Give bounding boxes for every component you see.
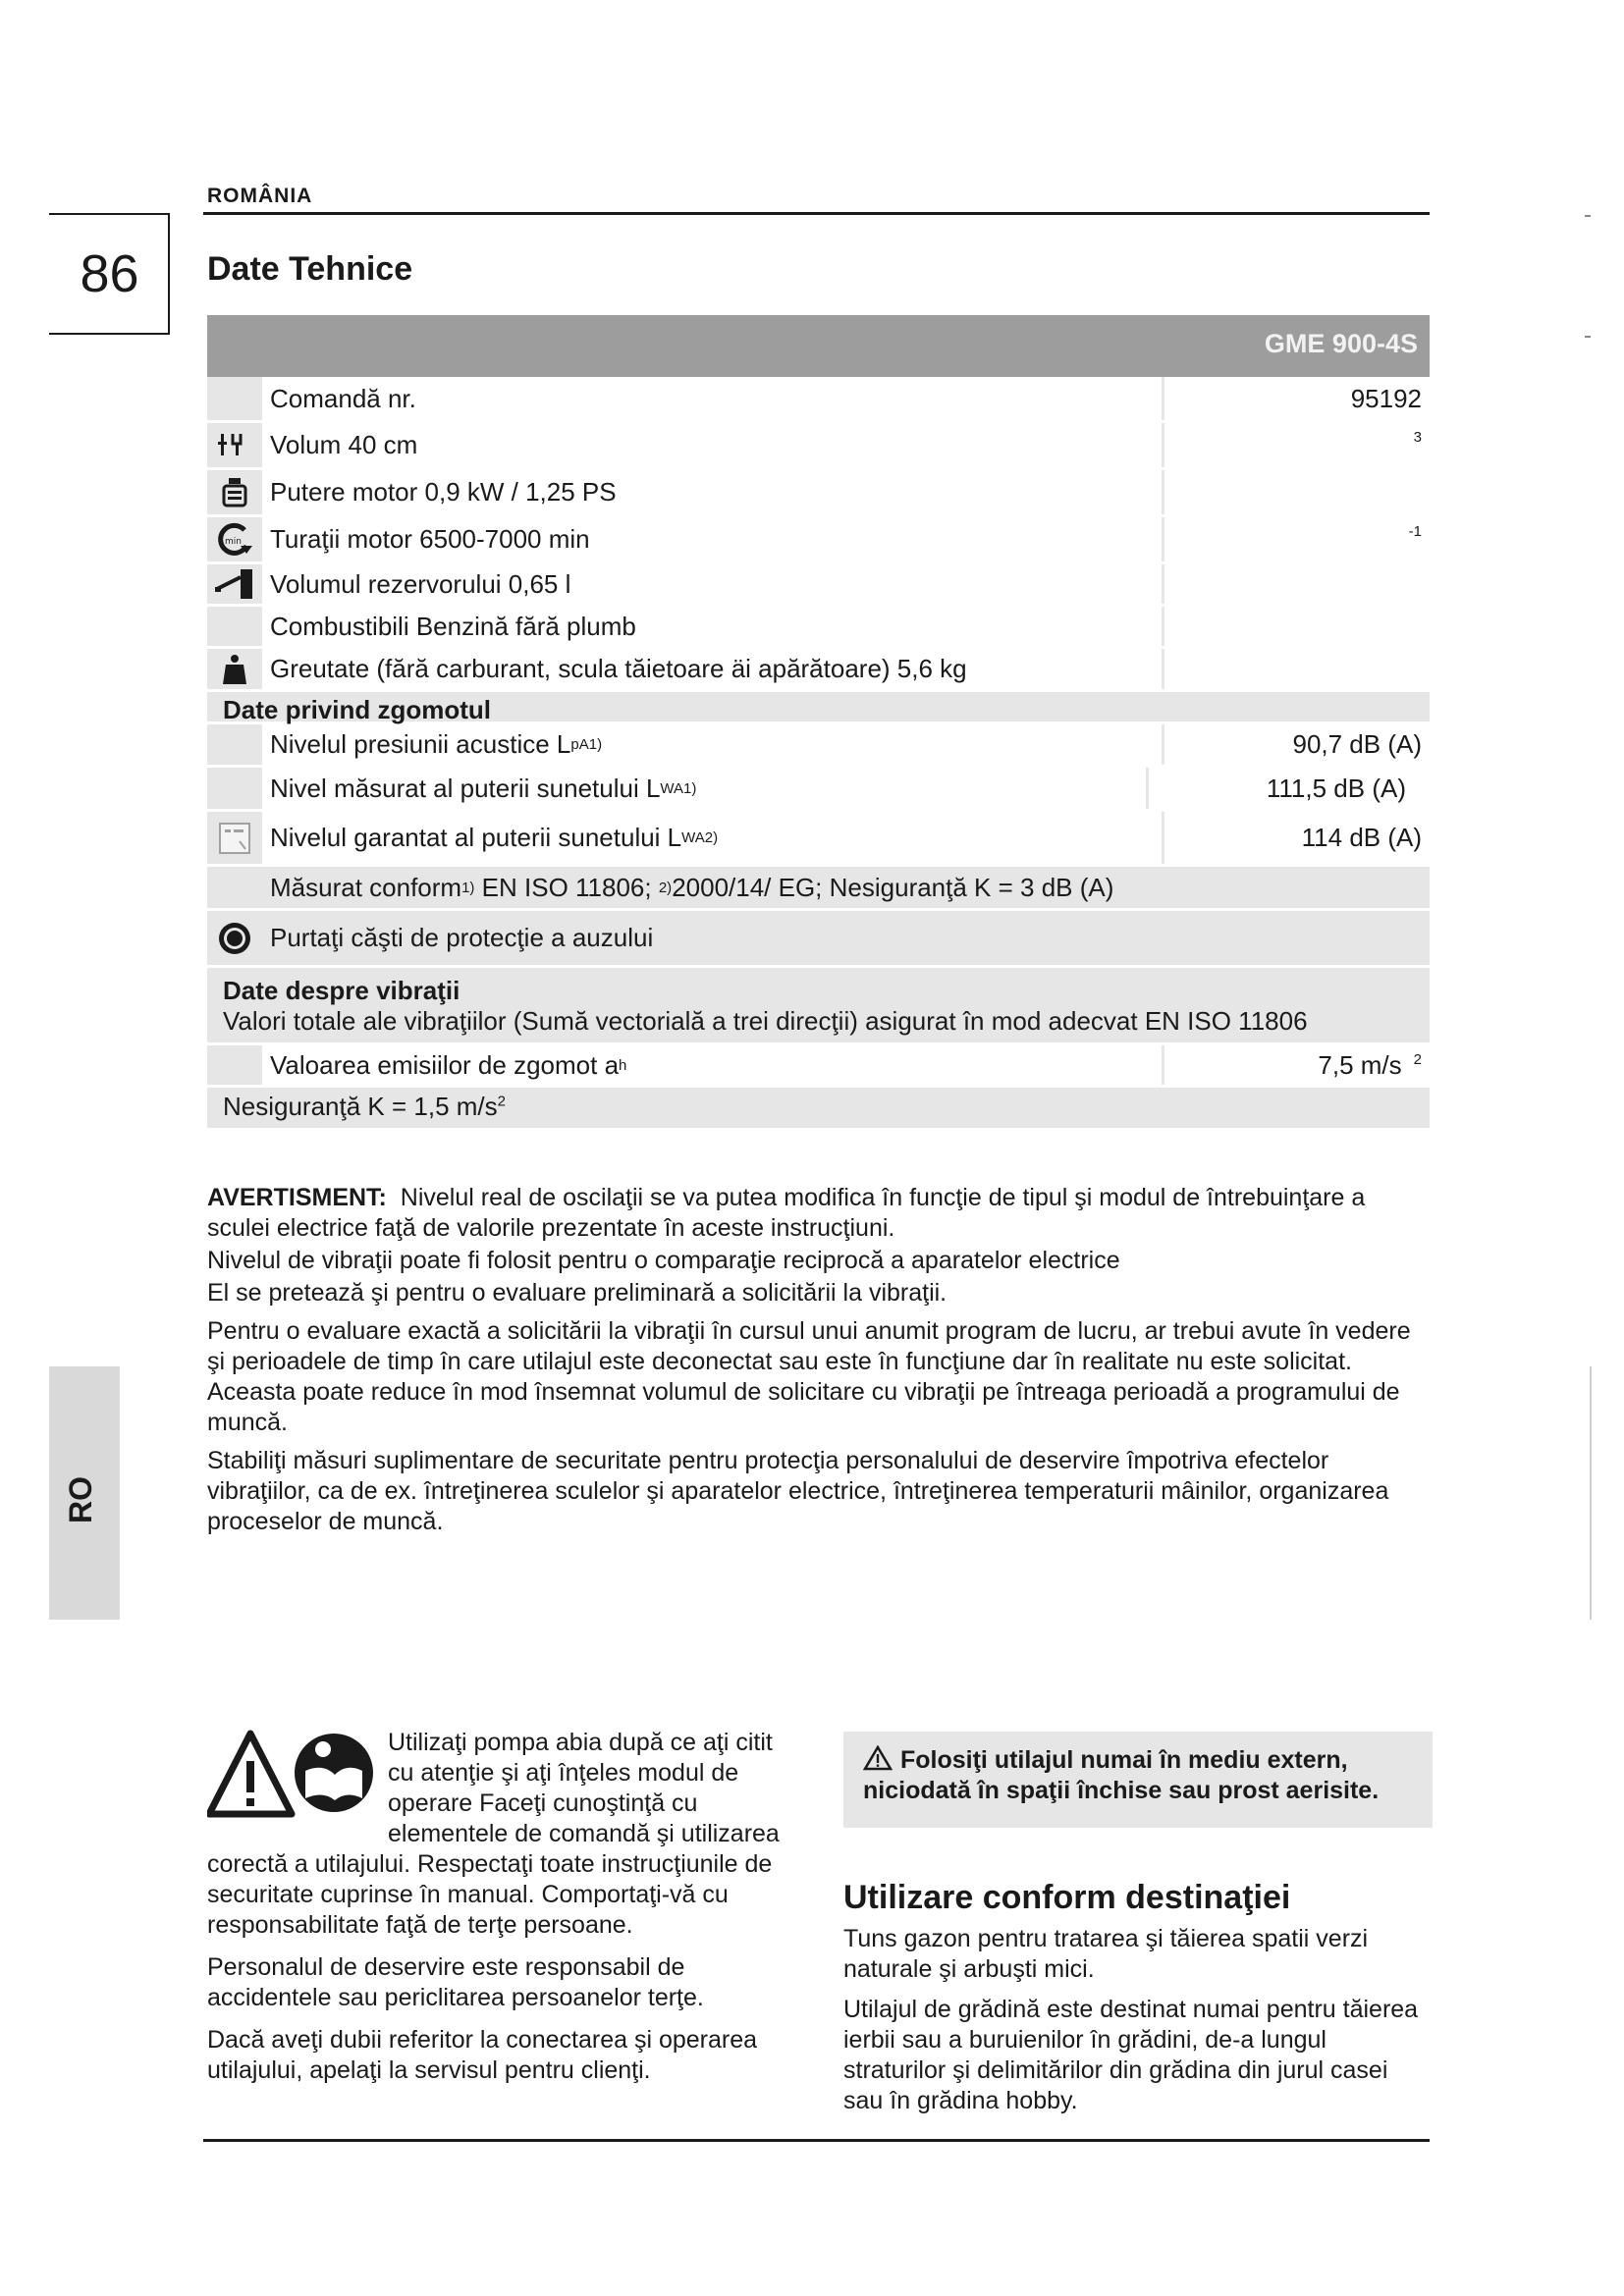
row-label: Purtaţi căşti de protecţie a auzului xyxy=(262,911,1430,965)
measured-text: 2000/14/ EG; Nesiguranţă K = 3 dB (A) xyxy=(672,872,1114,902)
intended-use-title: Utilizare conform destinaţiei xyxy=(843,1879,1291,1916)
page-number: 86 xyxy=(80,244,139,303)
vibration-title: Date despre vibraţii xyxy=(223,976,460,1005)
notice-text: Folosiţi utilajul numai în mediu extern, niciodată în spaţii închise sau prost aerisite. xyxy=(863,1746,1380,1804)
table-row-order xyxy=(207,377,1430,423)
warning-paragraph xyxy=(207,1183,1430,1244)
header-country: ROMÂNIA xyxy=(207,185,313,207)
uncertainty-text: Nesiguranţă K = 1,5 m/s xyxy=(223,1092,498,1121)
table-row-sound-pressure xyxy=(207,724,1430,768)
row-label xyxy=(262,724,1162,765)
sound-power-label-icon xyxy=(207,812,262,864)
label-subscript: WA xyxy=(660,779,684,797)
value-superscript: 2 xyxy=(1413,1051,1422,1068)
safety-paragraph: Utilizaţi pompa abia după ce aţi citit cu atenţie şi aţi înţeles modul de operare Faceţi cunoştinţă cu elementele de comandă şi utilizarea corectă a utilajului. Respectaţi toate instrucţiunile de securitate cuprinse în manual. Comportaţi-vă cu responsabilitate faţă de terţe persoane. xyxy=(207,1729,780,1939)
value-superscript: -1 xyxy=(1408,523,1422,540)
row-value xyxy=(1164,1045,1430,1085)
displacement-icon xyxy=(207,423,262,467)
row-value: 111,5 dB (A) xyxy=(1149,768,1430,809)
warning-lead: AVERTISMENT: xyxy=(207,1184,387,1211)
notice-content xyxy=(863,1745,1413,1806)
row-label xyxy=(262,768,1146,809)
intended-use-text xyxy=(843,1924,1433,2122)
row-icon-blank xyxy=(207,768,262,809)
weight-icon xyxy=(207,649,262,689)
value-text: 7,5 m/s xyxy=(1318,1049,1402,1080)
row-value xyxy=(1164,470,1430,514)
row-value: 114 dB (A) xyxy=(1164,812,1430,864)
vibration-subtitle: Valori totale ale vibraţiilor (Sumă vectorială a trei direcţii) asigurat în mod adecvat EN ISO 11806 xyxy=(223,1006,1308,1036)
table-row-displacement xyxy=(207,423,1430,470)
crop-mark xyxy=(1585,215,1591,217)
row-value xyxy=(1164,607,1430,646)
row-icon-blank xyxy=(207,867,262,908)
uncertainty-row xyxy=(207,1088,1430,1128)
table-row-fuel xyxy=(207,607,1430,649)
row-value: 90,7 dB (A) xyxy=(1164,724,1430,765)
label-subscript: pA xyxy=(570,736,589,753)
ear-protection-icon xyxy=(207,911,262,965)
label-subscript: WA xyxy=(681,829,705,846)
warning-triangle-icon xyxy=(207,1728,376,1822)
row-value xyxy=(1164,649,1430,689)
row-icon-blank xyxy=(207,607,262,646)
language-code: RO xyxy=(63,1476,98,1523)
value-text: 95192 xyxy=(1350,383,1422,413)
measured-text: Măsurat conform xyxy=(270,872,462,902)
label-text: Valoarea emisiilor de zgomot a xyxy=(270,1049,620,1080)
row-label xyxy=(262,1045,1162,1085)
safety-icons xyxy=(207,1728,376,1822)
svg-text:min: min xyxy=(225,536,242,547)
row-label: Putere motor 0,9 kW / 1,25 PS xyxy=(262,470,1162,514)
table-row-vibration xyxy=(207,1045,1430,1088)
label-superscript: 2) xyxy=(704,829,719,846)
warning-paragraph: Stabiliţi măsuri suplimentare de securitate pentru protecţia personalului de deservire împotriva efectelor vibraţiilor, ca de ex. întreţinerea sculelor şi aparatelor electrice, întreţinerea temperaturii mâinilor, organizarea proceselor de muncă. xyxy=(207,1447,1389,1535)
row-value xyxy=(1164,377,1430,420)
language-side-tab xyxy=(49,1366,120,1620)
label-text: Nivel măsurat al puterii sunetului L xyxy=(270,773,661,803)
row-label: Volum 40 cm xyxy=(262,423,1162,467)
label-subscript: h xyxy=(619,1056,627,1074)
table-row-weight xyxy=(207,649,1430,692)
row-label xyxy=(262,867,1430,908)
rpm-icon xyxy=(207,517,262,561)
safety-instructions xyxy=(207,1728,801,2092)
label-text: Nivelul garantat al puterii sunetului L xyxy=(270,823,682,852)
table-row-sound-power-measured xyxy=(207,768,1430,812)
table-row-measured-standard xyxy=(207,867,1430,911)
warning-paragraph: Pentru o evaluare exactă a solicitării la vibraţii în cursul unui anumit program de lucru, ar trebui avute în vedere şi perioadele de timp în care utilajul este deconectat sau este în funcţiune dar în realitate nu este solicitat. Aceasta poate reduce în mod însemnat volumul de solicitare cu vibraţii pe întreaga perioadă a programului de muncă. xyxy=(207,1317,1411,1436)
uncertainty-superscript: 2 xyxy=(497,1093,506,1110)
model-name: GME 900-4S xyxy=(1264,329,1418,358)
header-rule xyxy=(203,212,1430,215)
row-label: Turaţii motor 6500-7000 min xyxy=(262,517,1162,561)
noise-section-title: Date privind zgomotul xyxy=(207,692,1430,724)
usage-paragraph: Tuns gazon pentru tratarea şi tăierea spatii verzi naturale şi arbuşti mici. xyxy=(843,1925,1369,1983)
table-row-sound-power-guaranteed xyxy=(207,812,1430,867)
row-icon-blank xyxy=(207,377,262,420)
spec-table xyxy=(207,315,1430,1128)
label-superscript: 1) xyxy=(683,779,697,797)
label-text: Nivelul presiunii acustice L xyxy=(270,729,571,759)
warning-small-icon xyxy=(863,1745,893,1771)
row-label: Volumul rezervorului 0,65 l xyxy=(262,564,1162,604)
table-header xyxy=(207,315,1430,377)
row-value xyxy=(1164,423,1430,467)
value-superscript: 3 xyxy=(1413,429,1422,446)
row-value xyxy=(1164,517,1430,561)
section-title: Date Tehnice xyxy=(207,250,413,288)
row-label: Greutate (fără carburant, scula tăietoare äi apărătoare) 5,6 kg xyxy=(262,649,1162,689)
measured-superscript: 1) xyxy=(461,879,475,896)
fuel-tank-icon xyxy=(207,564,262,604)
warning-paragraph: El se pretează şi pentru o evaluare preliminară a solicitării la vibraţii. xyxy=(207,1279,947,1307)
warning-block xyxy=(207,1183,1430,1539)
measured-text: EN ISO 11806; xyxy=(481,872,652,902)
label-superscript: 1) xyxy=(588,736,603,753)
table-row-rpm xyxy=(207,517,1430,564)
table-row-tank xyxy=(207,564,1430,607)
vibration-section xyxy=(207,968,1430,1045)
row-label: Combustibili Benzină fără plumb xyxy=(262,607,1162,646)
row-label: Comandă nr. xyxy=(262,377,1162,420)
row-icon-blank xyxy=(207,724,262,765)
usage-paragraph: Utilajul de grădină este destinat numai pentru tăierea ierbii sau a buruienilor în grădini, de-a lungul straturilor şi delimitărilor din grădina din jurul casei sau în grădina hobby. xyxy=(843,1996,1419,2114)
engine-icon xyxy=(207,470,262,514)
warning-paragraph: Nivelul de vibraţii poate fi folosit pentru o comparaţie reciprocă a aparatelor electrice xyxy=(207,1247,1120,1274)
warning-text: Nivelul real de oscilaţii se va putea modifica în funcţie de tipul şi modul de întrebuinţare a sculei electrice faţă de valorile prezentate în aceste instrucţiuni. xyxy=(207,1184,1366,1242)
table-row-ear-protection xyxy=(207,911,1430,968)
safety-paragraph: Personalul de deservire este responsabil de accidentele sau periclitarea persoanelor terţe. xyxy=(207,1953,704,2011)
measured-superscript: 2) xyxy=(658,879,673,896)
row-value xyxy=(1164,564,1430,604)
outdoor-use-notice xyxy=(843,1732,1433,1828)
table-row-engine-power xyxy=(207,470,1430,517)
edge-line xyxy=(1590,1366,1592,1620)
safety-paragraph: Dacă aveţi dubii referitor la conectarea şi operarea utilajului, apelaţi la servisul pentru clienţi. xyxy=(207,2026,758,2084)
row-label xyxy=(262,812,1162,864)
crop-mark xyxy=(1585,336,1591,338)
bottom-rule xyxy=(203,2139,1430,2142)
row-icon-blank xyxy=(207,1045,262,1085)
